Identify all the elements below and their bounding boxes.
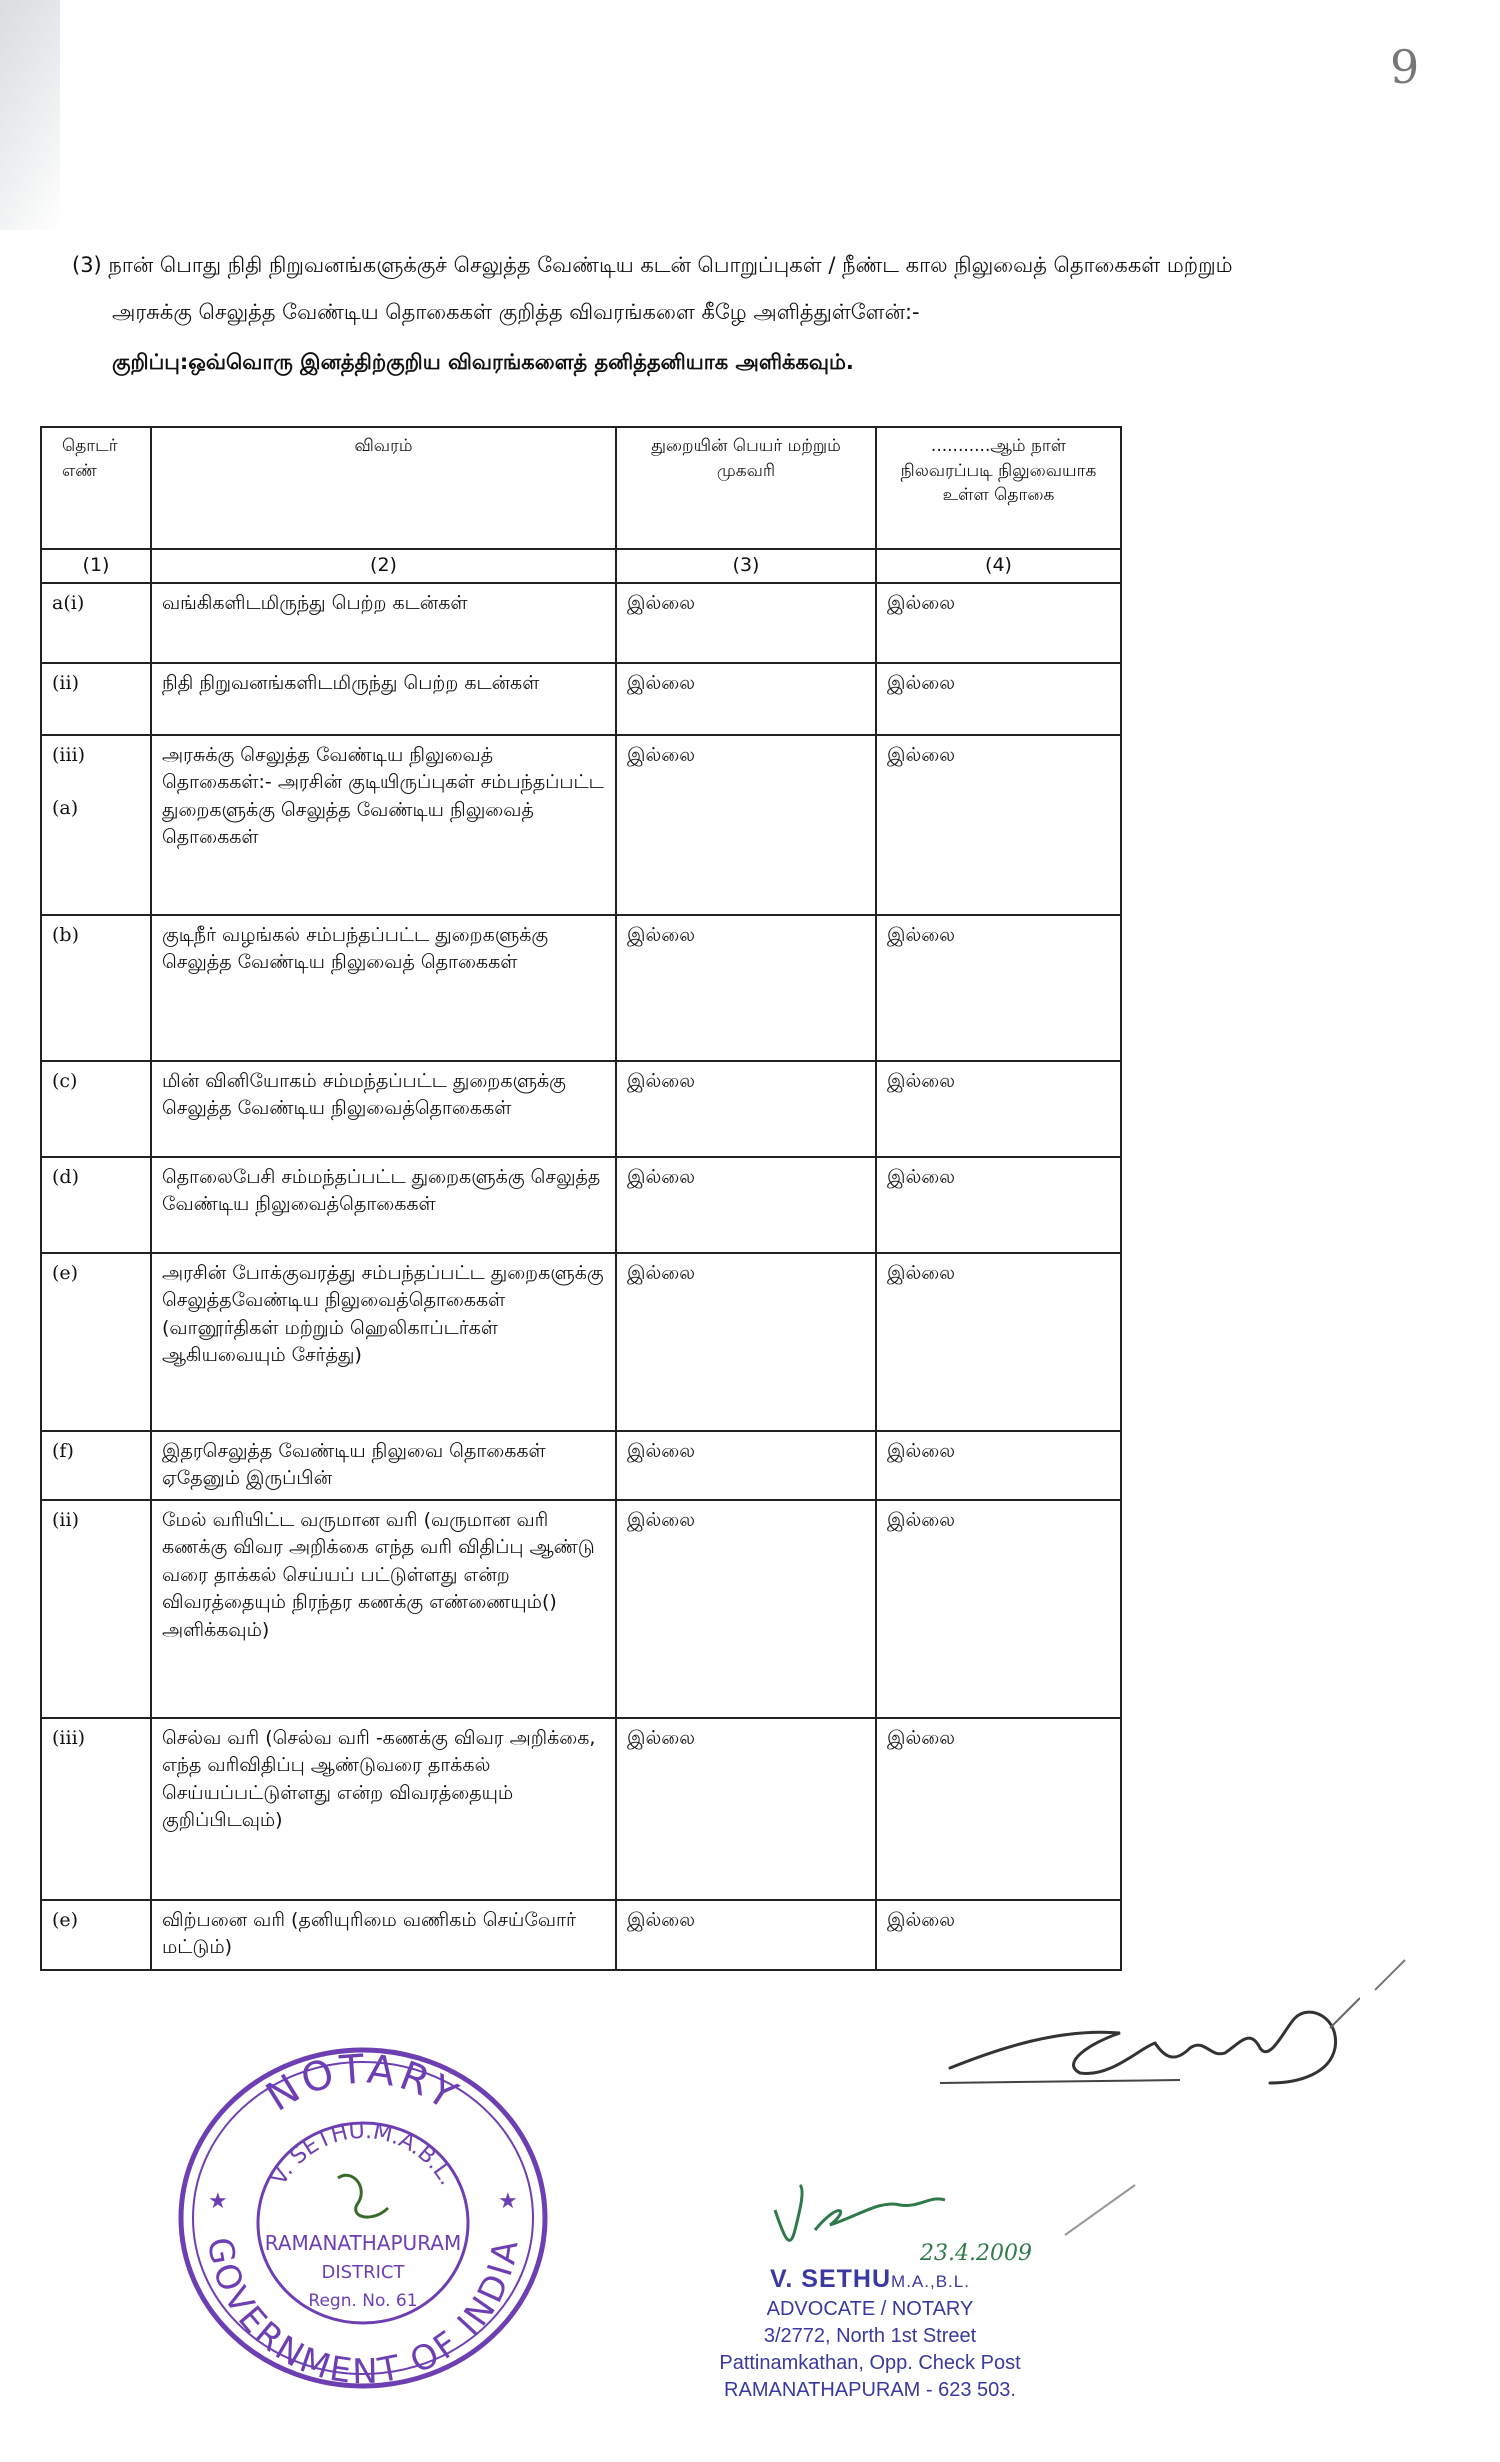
notary-address-3: RAMANATHAPURAM - 623 503. bbox=[724, 2379, 1016, 2401]
seal-bottom-text: GOVERNMENT OF INDIA bbox=[198, 2234, 527, 2393]
row-amount: இல்லை bbox=[876, 1900, 1121, 1970]
table-row bbox=[41, 1900, 1121, 1970]
row-details: அரசுக்கு செலுத்த வேண்டிய நிலுவைத் தொகைகள்:- அரசின் குடியிருப்புகள் சம்பந்தப்பட்ட துறைகளுக்கு செலுத்த வேண்டிய நிலுவைத் தொகைகள் bbox=[151, 735, 616, 915]
row-serial-number: (iii) bbox=[52, 1726, 86, 1749]
row-serial bbox=[41, 663, 151, 735]
column-number: (3) bbox=[616, 549, 876, 583]
row-amount: இல்லை bbox=[876, 1431, 1121, 1500]
notary-degree: M.A.,B.L. bbox=[891, 2272, 970, 2291]
row-serial-number: (b) bbox=[52, 923, 79, 946]
table-row bbox=[41, 1253, 1121, 1431]
row-serial bbox=[41, 1157, 151, 1253]
row-serial-number: a(i) bbox=[52, 591, 85, 614]
header-serial-no: தொடர் எண் bbox=[41, 427, 151, 549]
row-department: இல்லை bbox=[616, 1431, 876, 1500]
seal-name-text: V. SETHU.M.A.B.L. bbox=[266, 2118, 460, 2190]
notary-address-2: Pattinamkathan, Opp. Check Post bbox=[719, 2352, 1021, 2374]
row-serial bbox=[41, 915, 151, 1061]
header-details: விவரம் bbox=[151, 427, 616, 549]
row-amount: இல்லை bbox=[876, 1718, 1121, 1900]
row-amount: இல்லை bbox=[876, 735, 1121, 915]
row-serial bbox=[41, 583, 151, 663]
row-details: நிதி நிறுவனங்களிடமிருந்து பெற்ற கடன்கள் bbox=[151, 663, 616, 735]
page-number: 9 bbox=[1390, 40, 1420, 94]
table-row bbox=[41, 735, 1121, 915]
header-department: துறையின் பெயர் மற்றும் முகவரி bbox=[616, 427, 876, 549]
row-department: இல்லை bbox=[616, 1061, 876, 1157]
row-serial bbox=[41, 1061, 151, 1157]
row-department: இல்லை bbox=[616, 1157, 876, 1253]
pen-stroke bbox=[1060, 2180, 1140, 2240]
column-number: (2) bbox=[151, 549, 616, 583]
row-serial-number: (ii) bbox=[52, 671, 79, 694]
table-row bbox=[41, 1061, 1121, 1157]
star-icon: ★ bbox=[498, 2189, 518, 2214]
row-serial-number: (e) bbox=[52, 1908, 79, 1931]
row-amount: இல்லை bbox=[876, 663, 1121, 735]
row-details: தொலைபேசி சம்மந்தப்பட்ட துறைகளுக்கு செலுத்த வேண்டிய நிலுவைத்தொகைகள் bbox=[151, 1157, 616, 1253]
seal-top-text: NOTARY bbox=[258, 2046, 469, 2121]
row-amount: இல்லை bbox=[876, 583, 1121, 663]
column-number-row bbox=[41, 549, 1121, 583]
seal-place: RAMANATHAPURAM bbox=[264, 2231, 462, 2255]
row-amount: இல்லை bbox=[876, 915, 1121, 1061]
paper-fold-shadow bbox=[0, 0, 60, 230]
signature bbox=[940, 1988, 1360, 2098]
table-row bbox=[41, 1157, 1121, 1253]
row-department: இல்லை bbox=[616, 663, 876, 735]
row-serial bbox=[41, 1253, 151, 1431]
notary-address-block bbox=[660, 2265, 1080, 2402]
row-department: இல்லை bbox=[616, 735, 876, 915]
star-icon: ★ bbox=[208, 2189, 228, 2214]
row-department: இல்லை bbox=[616, 1500, 876, 1718]
row-details: அரசின் போக்குவரத்து சம்பந்தப்பட்ட துறைகளுக்கு செலுத்தவேண்டிய நிலுவைத்தொகைகள் (வானூர்திகள் மற்றும் ஹெலிகாப்டர்கள் ஆகியவையும் சேர்த்து) bbox=[151, 1253, 616, 1431]
table-row bbox=[41, 915, 1121, 1061]
table-row bbox=[41, 663, 1121, 735]
row-department: இல்லை bbox=[616, 583, 876, 663]
row-department: இல்லை bbox=[616, 1900, 876, 1970]
notary-seal bbox=[168, 2028, 558, 2398]
intro-line-2: அரசுக்கு செலுத்த வேண்டிய தொகைகள் குறித்த விவரங்களை கீழே அளித்துள்ளேன்:- bbox=[112, 300, 920, 324]
row-amount: இல்லை bbox=[876, 1253, 1121, 1431]
row-serial bbox=[41, 1431, 151, 1500]
intro-note: குறிப்பு:ஒவ்வொரு இனத்திற்குறிய விவரங்களைத் தனித்தனியாக அளிக்கவும். bbox=[112, 350, 854, 374]
row-serial-number: (e) bbox=[52, 1261, 79, 1284]
liabilities-table bbox=[40, 426, 1122, 1971]
row-serial bbox=[41, 1718, 151, 1900]
pen-stroke bbox=[1370, 1955, 1410, 1995]
row-details: மின் வினியோகம் சம்மந்தப்பட்ட துறைகளுக்கு செலுத்த வேண்டிய நிலுவைத்தொகைகள் bbox=[151, 1061, 616, 1157]
svg-text:GOVERNMENT OF INDIA bbox=[199, 2235, 527, 2393]
header-amount: ...........ஆம் நாள் நிலவரப்படி நிலுவையாக உள்ள தொகை bbox=[876, 427, 1121, 549]
table-row bbox=[41, 1431, 1121, 1500]
row-serial-number: (c) bbox=[52, 1069, 78, 1092]
row-serial bbox=[41, 735, 151, 915]
row-department: இல்லை bbox=[616, 1253, 876, 1431]
row-details: வங்கிகளிடமிருந்து பெற்ற கடன்கள் bbox=[151, 583, 616, 663]
svg-text:NOTARY bbox=[258, 2046, 468, 2120]
row-details: இதரசெலுத்த வேண்டிய நிலுவை தொகைகள் ஏதேனும் இருப்பின் bbox=[151, 1431, 616, 1500]
svg-text:V. SETHU.M.A.B.L. bbox=[267, 2119, 460, 2190]
seal-regn: Regn. No. 61 bbox=[308, 2291, 418, 2311]
notary-title: ADVOCATE / NOTARY bbox=[766, 2298, 974, 2320]
column-number: (1) bbox=[41, 549, 151, 583]
row-details: குடிநீர் வழங்கல் சம்பந்தப்பட்ட துறைகளுக்கு செலுத்த வேண்டிய நிலுவைத் தொகைகள் bbox=[151, 915, 616, 1061]
row-amount: இல்லை bbox=[876, 1500, 1121, 1718]
row-amount: இல்லை bbox=[876, 1157, 1121, 1253]
notary-name: V. SETHU bbox=[770, 2265, 892, 2293]
table-header-row bbox=[41, 427, 1121, 549]
table-row bbox=[41, 1500, 1121, 1718]
row-department: இல்லை bbox=[616, 915, 876, 1061]
row-serial-number: (d) bbox=[52, 1165, 79, 1188]
row-department: இல்லை bbox=[616, 1718, 876, 1900]
seal-district: DISTRICT bbox=[321, 2262, 405, 2283]
row-serial-number: (ii) bbox=[52, 1508, 79, 1531]
notary-sign-date: 23.4.2009 bbox=[920, 2241, 1032, 2266]
notary-address-1: 3/2772, North 1st Street bbox=[763, 2325, 977, 2347]
row-serial-number: (iii) bbox=[52, 743, 86, 766]
row-amount: இல்லை bbox=[876, 1061, 1121, 1157]
table-row bbox=[41, 1718, 1121, 1900]
intro-line-1: (3) நான் பொது நிதி நிறுவனங்களுக்குச் செலுத்த வேண்டிய கடன் பொறுப்புகள் / நீண்ட கால நிலுவைத் தொகைகள் மற்றும் bbox=[72, 253, 1233, 277]
table-row bbox=[41, 583, 1121, 663]
notary-name-line bbox=[660, 2265, 1080, 2294]
row-serial-number: (f) bbox=[52, 1439, 74, 1462]
row-serial-sub: (a) bbox=[52, 797, 79, 820]
row-serial bbox=[41, 1900, 151, 1970]
row-details: மேல் வரியிட்ட வருமான வரி (வருமான வரி கணக்கு விவர அறிக்கை எந்த வரி விதிப்பு ஆண்டு வரை தாக்கல் செய்யப் பட்டுள்ளது என்ற விவரத்தையும் நிரந்தர கணக்கு எண்ணையும்() அளிக்கவும்) bbox=[151, 1500, 616, 1718]
row-serial bbox=[41, 1500, 151, 1718]
notary-signature bbox=[770, 2170, 1070, 2270]
row-details: செல்வ வரி (செல்வ வரி -கணக்கு விவர அறிக்கை, எந்த வரிவிதிப்பு ஆண்டுவரை தாக்கல் செய்யப்பட்டுள்ளது என்ற விவரத்தையும் குறிப்பிடவும்) bbox=[151, 1718, 616, 1900]
column-number: (4) bbox=[876, 549, 1121, 583]
row-details: விற்பனை வரி (தனியுரிமை வணிகம் செய்வோர் மட்டும்) bbox=[151, 1900, 616, 1970]
